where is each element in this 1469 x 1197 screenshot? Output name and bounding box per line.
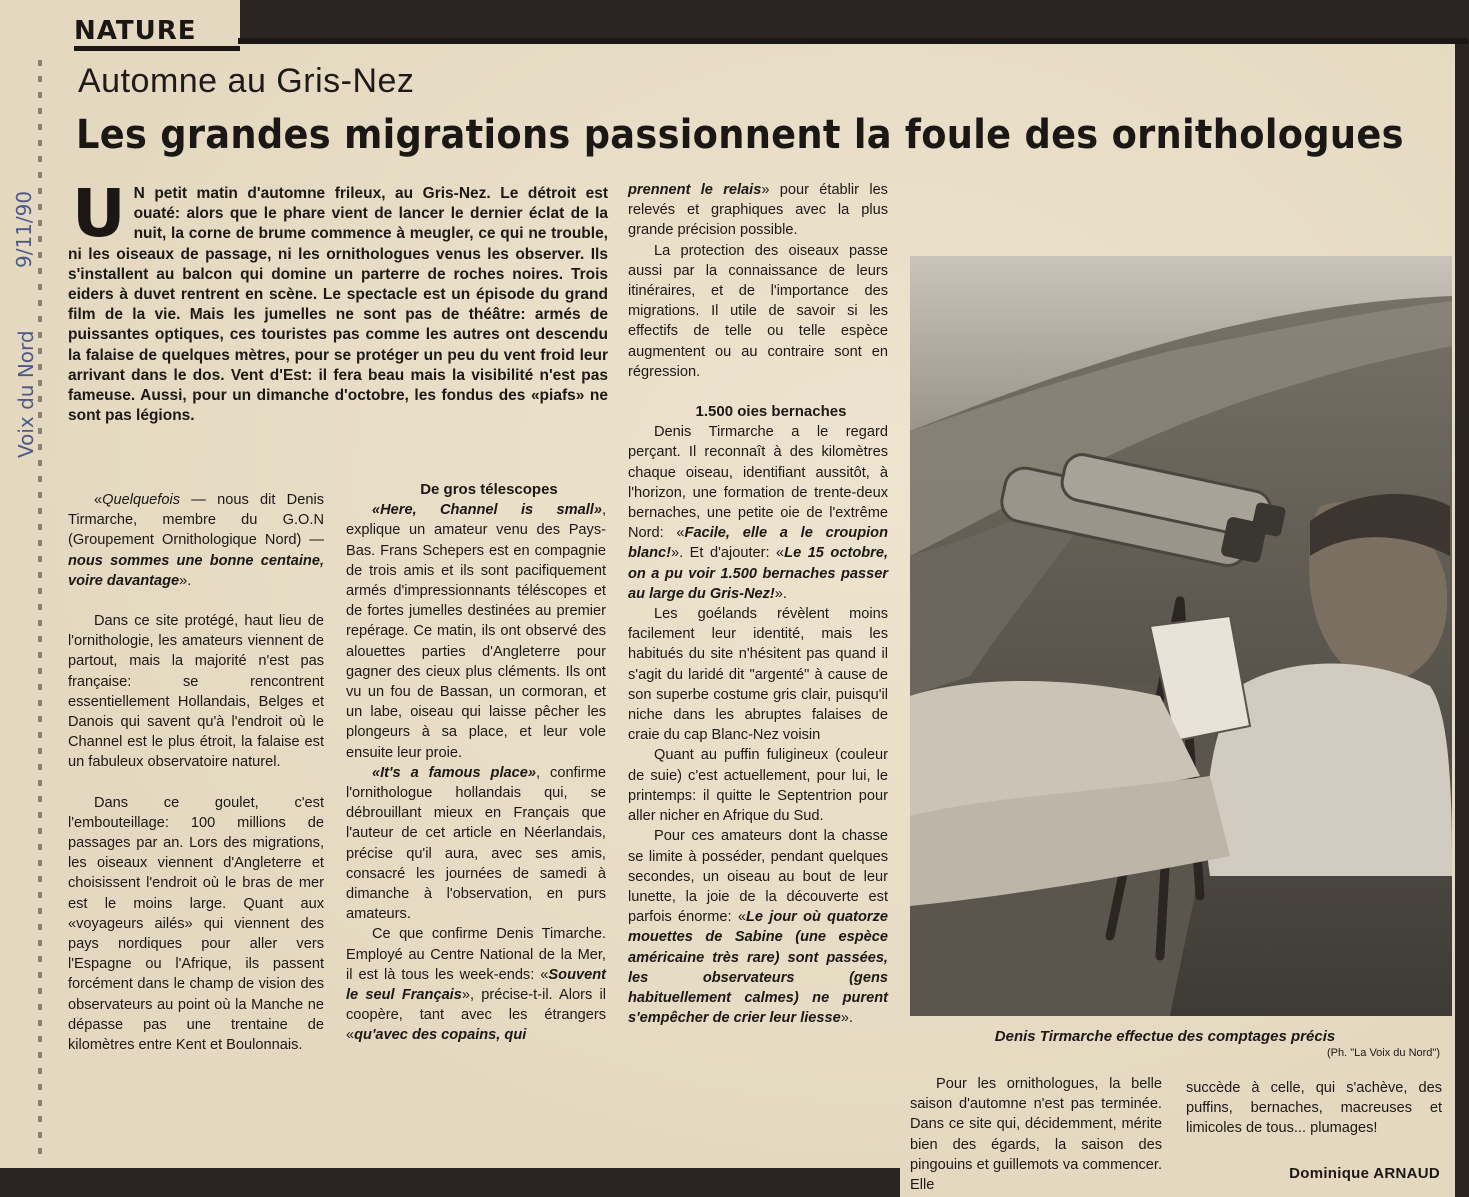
col3-paragraph-0: prennent le relais» pour établir les relevés et graphiques avec la plus grande précision possible. (628, 182, 888, 239)
column-4 (910, 1074, 1162, 1195)
column-5 (1186, 1078, 1442, 1139)
handwritten-date: 9/11/90 (12, 190, 36, 268)
column-1 (68, 490, 324, 1055)
photo-observer-telescope (910, 256, 1452, 1016)
col5-paragraph-1: succède à celle, qui s'achève, des puffins, bernaches, macreuses et limicoles de tous... plumages! (1186, 1080, 1442, 1137)
photo-illustration (910, 256, 1452, 1016)
col1-paragraph-1: «Quelquefois — nous dit Denis Tirmarche, membre du G.O.N (Groupement Ornithologique Nord) — nous sommes une bonne centaine, voire davantage». (68, 492, 324, 589)
col2-paragraph-3: Ce que confirme Denis Timarche. Employé au Centre National de la Mer, il est là tous les week-ends: «Souvent le seul Français», précise-t-il. Alors il coopère, tant avec les étrangers «qu'avec des copains, qui (346, 926, 606, 1044)
col3-paragraph-5: Pour ces amateurs dont la chasse se limite à posséder, pendant quelques secondes, un oiseau au bout de leur lunette, la joie de la découverte est parfois énorme: «Le jour où quatorze mouettes de Sabine (une espèce américaine très rare) sont passées, les observateurs (gens habituellement calmes) ne purent s'empêcher de crier leur liesse». (628, 828, 888, 1027)
drop-cap: U (72, 175, 126, 252)
col3-paragraph-1: La protection des oiseaux passe aussi par la connaissance de leurs itinéraires, et de l'importance des migrations. Il utile de savoir si les effectifs de telle ou telle espèce augmentent ou au contraire sont en régression. (628, 242, 888, 380)
author-signature: Dominique ARNAUD (1289, 1165, 1440, 1182)
col1-paragraph-2: Dans ce site protégé, haut lieu de l'ornithologie, les amateurs viennent de partout, mais la majorité n'est pas française: se rencontrent essentiellement Hollandais, Belges et Danois qui savent qu'à l'endroit où le Channel est le plus étroit, la falaise est un fabuleux observatoire naturel. (68, 613, 324, 771)
background-bottom (0, 1168, 900, 1197)
col4-paragraph-1: Pour les ornithologues, la belle saison d'automne n'est pas terminée. Dans ce site qui, décidemment, mérite bien des égards, la saison des pingouins et guillemots va commencer. Elle (910, 1076, 1162, 1194)
col1-paragraph-3: Dans ce goulet, c'est l'embouteillage: 100 millions de passages par an. Lors des migrations, les oiseaux viennent d'Angleterre et choisissent l'endroit où le bras de mer est le moins large. Quant aux «voyageurs ailés» qui viennent des pays nordiques pour aller vers l'Espagne ou l'Afrique, ils passent forcément dans le champ de vision des observateurs au point où la Manche ne dépasse pas une trentaine de kilomètres entre Kent et Boulonnais. (68, 794, 324, 1054)
crosshead-bernaches: 1.500 oies bernaches (695, 403, 847, 421)
col2-paragraph-1: «Here, Channel is small», explique un amateur venu des Pays-Bas. Frans Schepers est en compagnie de trois amis et ils sont pacifiquement armés d'impressionnants téléscopes et de fortes jumelles destinées au premier repérage. Ce matin, ils ont observé des alouettes parties d'Angleterre pour gagner des cieux plus cléments. Ils ont vu un fou de Bassan, un cormoran, et un labe, oiseau qui laisse pêcher les plongeurs à sa place, et leur vole ensuite leur proie. (346, 502, 606, 761)
photo-credit: (Ph. "La Voix du Nord") (1327, 1047, 1440, 1059)
handwritten-source: Voix du Nord (14, 330, 38, 458)
col3-paragraph-2: Denis Tirmarche a le regard perçant. Il reconnaît à des kilomètres chaque oiseau, identifiant aussitôt, à l'horizon, une formation de trente-deux bernaches, une petite oie de l'extrême Nord: «Facile, elle a le croupion blanc!». Et d'ajouter: «Le 15 octobre, on a pu voir 1.500 bernaches passer au large du Gris-Nez!». (628, 424, 888, 602)
margin-annotation (2, 150, 38, 470)
lede-paragraph (68, 175, 608, 426)
kicker-title: Automne au Gris-Nez (78, 62, 415, 100)
col2-paragraph-2: «It's a famous place», confirme l'ornithologue hollandais qui, se débrouillant mieux en Français que l'auteur de cet article en Néerlandais, précise qu'il aura, avec ses amis, consacré les journées de samedi à dimanche à l'observation, en purs amateurs. (346, 764, 606, 923)
col3-paragraph-3: Les goélands révèlent moins facilement leur identité, mais les habitués du site n'hésitent pas quand il s'agit du laridé dit "argenté" à cause de son superbe costume gris clair, puisqu'il niche dans les abruptes falaises de craie du cap Blanc-Nez voisin (628, 606, 888, 744)
column-3 (628, 180, 888, 1028)
col3-paragraph-4: Quant au puffin fuligineux (couleur de suie) c'est actuellement, pour lui, le printemps: il quitte le Septentrion pour aller nicher en Afrique du Sud. (628, 747, 888, 825)
column-2 (346, 480, 606, 1046)
rubric-rule (238, 38, 1468, 44)
margin-perforation (38, 60, 42, 1160)
section-rubric: NATURE (74, 16, 240, 51)
crosshead-telescopes: De gros télescopes (420, 481, 558, 498)
lede-text: N petit matin d'automne frileux, au Gris-Nez. Le détroit est ouaté: alors que le phare vient de lancer le dernier éclat de la nuit, la corne de brume commence à meugler, ce qui ne trouble, ni les oiseaux de passage, ni les ornithologues venus les observer. Ils s'installent au balcon qui domine un parterre de roches noires. Trois eiders à duvet rentrent en scène. Le spectacle est un épisode du grand film de la vie. Mais les jumelles ne sont pas de théâtre: armés de puissantes optiques, ces touristes pas comme les autres ont descendu la falaise de quelques mètres, pour se protéger un peu du vent froid leur arrivant dans le dos. Vent d'Est: il fera beau mais la visibilité n'est pas fameuse. Aussi, pour un dimanche d'octobre, les fondus des «piafs» ne sont pas légions. (68, 185, 608, 425)
photo-caption: Denis Tirmarche effectue des comptages précis (994, 1028, 1336, 1045)
background-right (1455, 44, 1469, 1197)
headline: Les grandes migrations passionnent la foule des ornithologues (76, 112, 1404, 158)
